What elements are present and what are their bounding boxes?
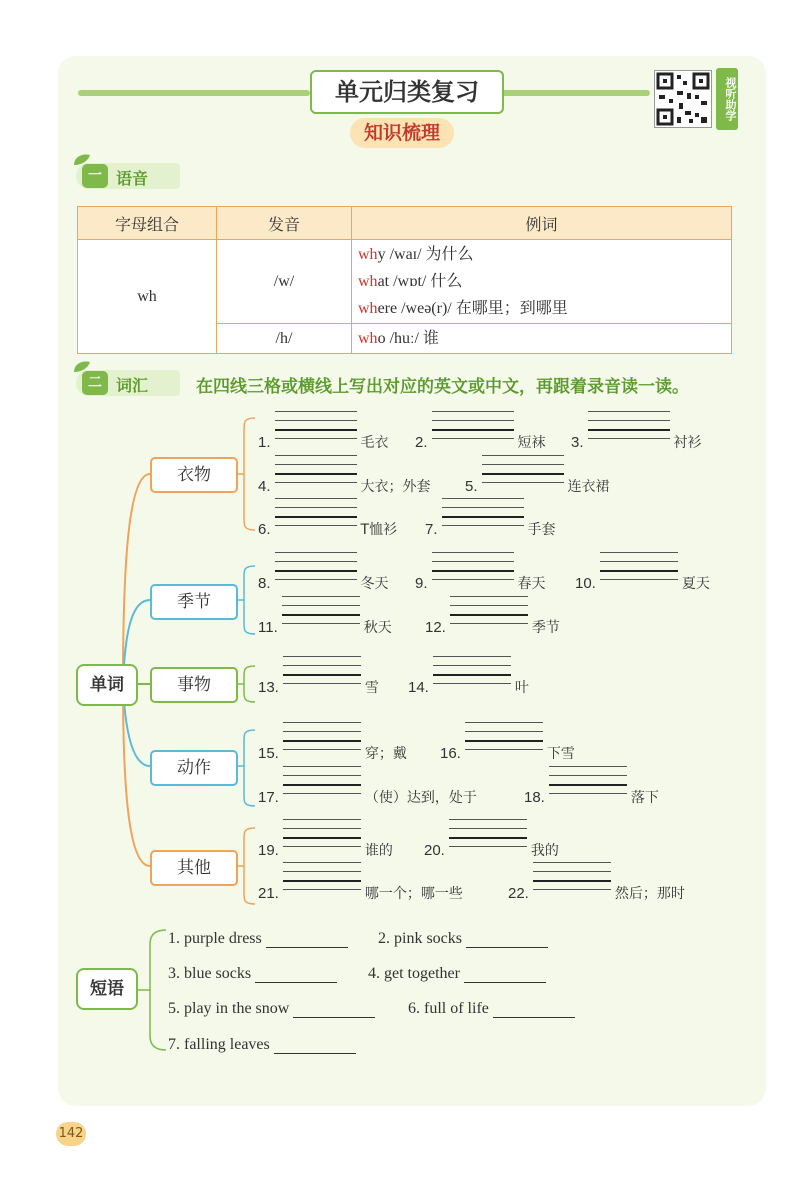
vocab-item bbox=[424, 827, 559, 861]
vocab-number: 15. bbox=[258, 745, 279, 762]
four-line-grid[interactable] bbox=[275, 498, 357, 532]
four-line-grid[interactable] bbox=[275, 455, 357, 489]
vocab-meaning: （使）达到，处于 bbox=[364, 790, 477, 806]
vocab-number: 12. bbox=[425, 619, 446, 636]
sound-w: /w/ bbox=[217, 240, 352, 324]
four-line-grid[interactable] bbox=[465, 722, 543, 756]
vocab-item bbox=[258, 827, 393, 861]
vocab-meaning: 秋天 bbox=[363, 620, 392, 636]
vocab-number: 8. bbox=[258, 575, 271, 592]
vocab-item bbox=[258, 870, 463, 904]
vocab-number: 11. bbox=[258, 619, 278, 636]
vocab-meaning: 大衣；外套 bbox=[360, 479, 431, 495]
answer-blank[interactable] bbox=[255, 968, 337, 983]
vocab-meaning: 衬衫 bbox=[673, 435, 702, 451]
vocab-number: 1. bbox=[258, 434, 271, 451]
vocab-meaning: 哪一个；哪一些 bbox=[364, 886, 463, 902]
vocab-meaning: 我的 bbox=[530, 843, 559, 859]
four-line-grid[interactable] bbox=[283, 722, 361, 756]
four-line-grid[interactable] bbox=[533, 862, 611, 896]
page-subtitle: 知识梳理 bbox=[350, 118, 454, 148]
section2-tag bbox=[76, 370, 180, 396]
category-things: 事物 bbox=[150, 667, 238, 703]
vocab-meaning: 下雪 bbox=[546, 746, 575, 762]
qr-code-icon[interactable] bbox=[654, 70, 712, 128]
phrase-item: 6. full of life bbox=[408, 1000, 575, 1018]
mindmap-root-words: 单词 bbox=[76, 664, 138, 706]
letter-combination: wh bbox=[78, 240, 217, 354]
answer-blank[interactable] bbox=[466, 933, 548, 948]
section2-instruction: 在四线三格或横线上写出对应的英文或中文，再跟着录音读一读。 bbox=[196, 377, 689, 397]
section1-number: 一 bbox=[82, 164, 108, 188]
vocab-meaning: T恤衫 bbox=[360, 522, 398, 538]
section1-tag bbox=[76, 163, 180, 189]
vocab-number: 3. bbox=[571, 434, 584, 451]
section2-number: 二 bbox=[82, 371, 108, 395]
section1-label: 语音 bbox=[116, 169, 149, 188]
vocab-meaning: 夏天 bbox=[681, 576, 710, 592]
examples-h: who /huː/ 谁 bbox=[352, 324, 732, 354]
category-actions: 动作 bbox=[150, 750, 238, 786]
phrase-item: 7. falling leaves bbox=[168, 1036, 356, 1054]
four-line-grid[interactable] bbox=[600, 552, 678, 586]
vocab-item bbox=[524, 774, 659, 808]
examples-w: why /waɪ/ 为什么 what /wɒt/ 什么 where /weə(r)/ 在哪里；到哪里 bbox=[352, 240, 732, 324]
four-line-grid[interactable] bbox=[432, 411, 514, 445]
vocab-number: 7. bbox=[425, 521, 438, 538]
vocab-number: 4. bbox=[258, 478, 271, 495]
category-clothes: 衣物 bbox=[150, 457, 238, 493]
vocab-item bbox=[258, 506, 397, 540]
vocab-item bbox=[425, 506, 556, 540]
vocab-item bbox=[258, 419, 389, 453]
vocab-meaning: 然后；那时 bbox=[614, 886, 685, 902]
vocab-item bbox=[415, 560, 546, 594]
vocab-number: 19. bbox=[258, 842, 279, 859]
vocab-meaning: 连衣裙 bbox=[567, 479, 610, 495]
table-header: 例词 bbox=[352, 207, 732, 240]
answer-blank[interactable] bbox=[464, 968, 546, 983]
four-line-grid[interactable] bbox=[275, 552, 357, 586]
four-line-grid[interactable] bbox=[432, 552, 514, 586]
category-seasons: 季节 bbox=[150, 584, 238, 620]
vocab-item bbox=[258, 604, 392, 638]
category-others: 其他 bbox=[150, 850, 238, 886]
answer-blank[interactable] bbox=[493, 1003, 575, 1018]
phrase-item: 1. purple dress bbox=[168, 930, 348, 948]
vocab-number: 20. bbox=[424, 842, 445, 859]
four-line-grid[interactable] bbox=[450, 596, 528, 630]
vocab-meaning: 叶 bbox=[514, 680, 529, 696]
phrase-item: 2. pink socks bbox=[378, 930, 548, 948]
vocab-meaning: 落下 bbox=[630, 790, 659, 806]
vocab-meaning: 穿；戴 bbox=[364, 746, 407, 762]
vocab-number: 17. bbox=[258, 789, 279, 806]
vocab-meaning: 季节 bbox=[531, 620, 560, 636]
vocab-number: 22. bbox=[508, 885, 529, 902]
page-title: 单元归类复习 bbox=[310, 70, 504, 114]
answer-blank[interactable] bbox=[274, 1039, 356, 1054]
vocab-number: 2. bbox=[415, 434, 428, 451]
phrases-label: 短语 bbox=[76, 968, 138, 1010]
sound-h: /h/ bbox=[217, 324, 352, 354]
vocab-item bbox=[258, 560, 389, 594]
vocab-meaning: 谁的 bbox=[364, 843, 393, 859]
vocab-item bbox=[440, 730, 575, 764]
vocab-item bbox=[408, 664, 529, 698]
vocab-number: 18. bbox=[524, 789, 545, 806]
qr-label: 视听助学 bbox=[716, 68, 738, 130]
vocab-item bbox=[465, 463, 610, 497]
vocab-item bbox=[508, 870, 685, 904]
four-line-grid[interactable] bbox=[283, 656, 361, 690]
vocab-item bbox=[258, 774, 477, 808]
four-line-grid[interactable] bbox=[282, 596, 360, 630]
vocab-number: 5. bbox=[465, 478, 478, 495]
phonics-table bbox=[77, 206, 732, 354]
vocab-meaning: 冬天 bbox=[360, 576, 389, 592]
vocab-number: 6. bbox=[258, 521, 271, 538]
four-line-grid[interactable] bbox=[588, 411, 670, 445]
four-line-grid[interactable] bbox=[433, 656, 511, 690]
vocab-meaning: 雪 bbox=[364, 680, 379, 696]
vocab-number: 16. bbox=[440, 745, 461, 762]
page-number: 142 bbox=[56, 1122, 86, 1146]
table-header: 发音 bbox=[217, 207, 352, 240]
four-line-grid[interactable] bbox=[449, 819, 527, 853]
vocab-number: 13. bbox=[258, 679, 279, 696]
phrase-item: 4. get together bbox=[368, 965, 546, 983]
vocab-item bbox=[425, 604, 560, 638]
section2-label: 词汇 bbox=[116, 376, 149, 395]
four-line-grid[interactable] bbox=[283, 766, 361, 800]
four-line-grid[interactable] bbox=[442, 498, 524, 532]
four-line-grid[interactable] bbox=[482, 455, 564, 489]
vocab-number: 9. bbox=[415, 575, 428, 592]
four-line-grid[interactable] bbox=[549, 766, 627, 800]
vocab-item bbox=[415, 419, 546, 453]
vocab-number: 21. bbox=[258, 885, 279, 902]
answer-blank[interactable] bbox=[266, 933, 348, 948]
vocab-number: 10. bbox=[575, 575, 596, 592]
phrase-item: 3. blue socks bbox=[168, 965, 337, 983]
vocab-item bbox=[575, 560, 710, 594]
vocab-meaning: 短袜 bbox=[517, 435, 546, 451]
vocab-meaning: 毛衣 bbox=[360, 435, 389, 451]
table-header: 字母组合 bbox=[78, 207, 217, 240]
vocab-number: 14. bbox=[408, 679, 429, 696]
vocab-meaning: 春天 bbox=[517, 576, 546, 592]
header-rule-right bbox=[500, 90, 650, 96]
vocab-item bbox=[571, 419, 702, 453]
vocab-item bbox=[258, 664, 379, 698]
vocab-meaning: 手套 bbox=[527, 522, 556, 538]
vocab-item bbox=[258, 463, 431, 497]
phrase-item: 5. play in the snow bbox=[168, 1000, 375, 1018]
answer-blank[interactable] bbox=[293, 1003, 375, 1018]
vocab-item bbox=[258, 730, 407, 764]
four-line-grid[interactable] bbox=[275, 411, 357, 445]
four-line-grid[interactable] bbox=[283, 862, 361, 896]
four-line-grid[interactable] bbox=[283, 819, 361, 853]
header-rule-left bbox=[78, 90, 310, 96]
